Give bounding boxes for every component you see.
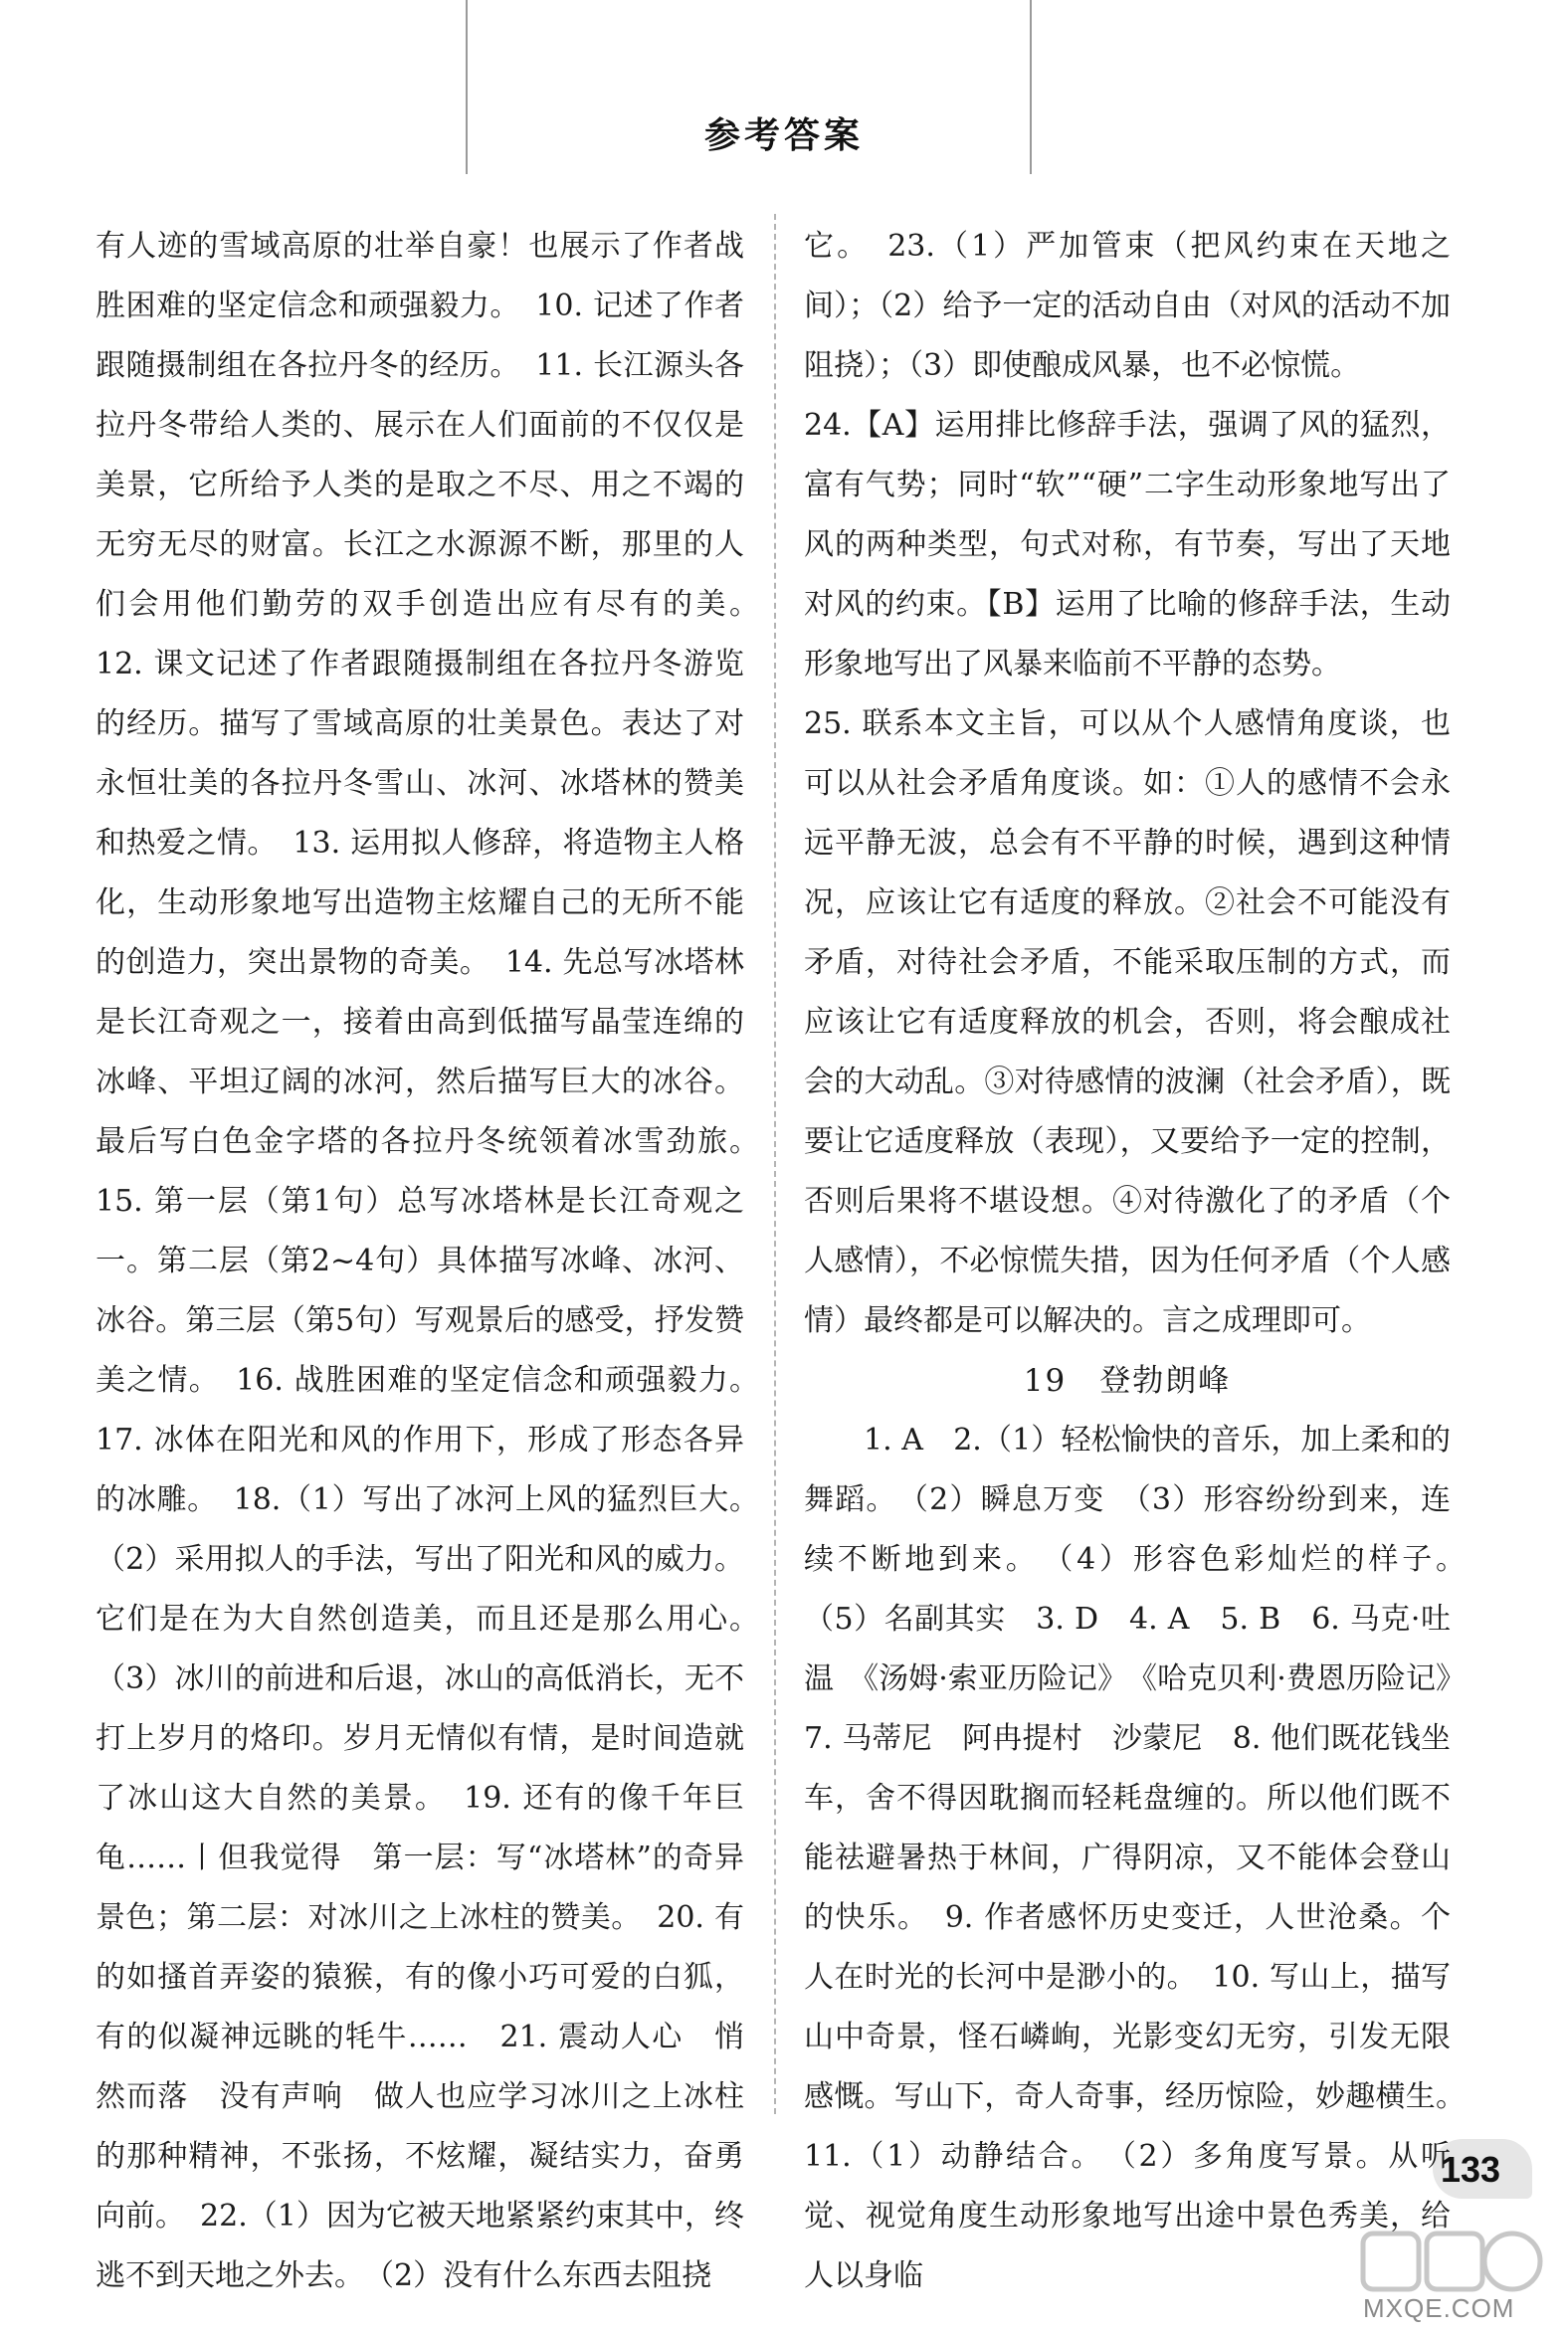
left-column-text: 有人迹的雪域高原的壮举自豪！也展示了作者战胜困难的坚定信念和顽强毅力。 10. 记述了作者跟随摄制组在各拉丹冬的经历。 11. 长江源头各拉丹冬带给人类的、展示在人们面前的不仅仅是美景，它所给予人类的是取之不尽、用之不竭的无穷无尽的财富。长江之水源源不断，那里的人们会用他们勤劳的双手创造出应有尽有的美。 12. 课文记述了作者跟随摄制组在各拉丹冬游览的经历。描写了雪域高原的壮美景色。表达了对永恒壮美的各拉丹冬雪山、冰河、冰塔林的赞美和热爱之情。 13. 运用拟人修辞，将造物主人格化，生动形象地写出造物主炫耀自己的无所不能的创造力，突出景物的奇美。 14. 先总写冰塔林是长江奇观之一，接着由高到低描写晶莹连绵的冰峰、平坦辽阔的冰河，然后描写巨大的冰谷。最后写白色金字塔的各拉丹冬统领着冰雪劲旅。 15. 第一层（第1句）总写冰塔林是长江奇观之一。第二层（第2~4句）具体描写冰峰、冰河、冰谷。第三层（第5句）写观景后的感受，抒发赞美之情。 16. 战胜困难的坚定信念和顽强毅力。 17. 冰体在阳光和风的作用下，形成了形态各异的冰雕。 18.（1）写出了冰河上风的猛烈巨大。 （2）采用拟人的手法，写出了阳光和风的威力。它们是在为大自然创造美，而且还是那么用心。 （3）冰川的前进和后退，冰山的高低消长，无不打上岁月的烙印。岁月无情似有情，是时间造就了冰山这大自然的美景。 19. 还有的像千年巨龟……丨但我觉得 第一层：写“冰塔林”的奇异景色；第二层：对冰川之上冰柱的赞美。 20. 有的如搔首弄姿的猿猴，有的像小巧可爱的白狐，有的似凝神远眺的牦牛…… 21. 震动人心 悄然而落 没有声响 做人也应学习冰川之上冰柱的那种精神，不张扬，不炫耀，凝结实力，奋勇向前。 22.（1）因为它被天地紧紧约束其中，终逃不到天地之外去。 （2）没有什么东西去阻挠 [96, 229, 774, 2293]
answer-23: 它。 23.（1）严加管束（把风约束在天地之间）；（2）给予一定的活动自由（对风的活动不加阻挠）；（3）即使酿成风暴，也不必惊慌。 [804, 229, 1451, 383]
page-title: 参考答案 [703, 114, 864, 156]
column-divider [774, 214, 776, 2114]
section-heading: 19 登勃朗峰 [1023, 1363, 1232, 1399]
section-19-answers: 1. A 2.（1）轻松愉快的音乐，加上柔和的舞蹈。 （2）瞬息万变 （3）形容纷纷到来，连续不断地到来。 （4）形容色彩灿烂的样子。 （5）名副其实 3. D 4. A 5. B 6. 马克·吐温 《汤姆·索亚历险记》 《哈克贝利·费恩历险记》 7. 马蒂尼 阿冉提村 沙蒙尼 8. 他们既花钱坐车，舍不得因耽搁而轻耗盘缠的。所以他们既不能祛避暑热于林间，广得阴凉，又不能体会登山的快乐。 9. 作者感怀历史变迁，人世沧桑。个人在时光的长河中是渺小的。 10. 写山上，描写山中奇景，怪石嶙峋，光影变幻无穷，引发无限感慨。写山下，奇人奇事，经历惊险，妙趣横生。 11.（1）动静结合。 （2）多角度写景。从听觉、视觉角度生动形象地写出途中景色秀美，给人以身临 [804, 1423, 1480, 2293]
answer-24: 24.【A】运用排比修辞手法，强调了风的猛烈，富有气势；同时“软”“硬”二字生动形象地写出了风的两种类型，句式对称，有节奏，写出了天地对风的约束。【B】运用了比喻的修辞手法，生动形象地写出了风暴来临前不平静的态势。 [804, 408, 1451, 681]
left-column [96, 217, 774, 2306]
answer-25: 25. 联系本文主旨，可以从个人感情角度谈，也可以从社会矛盾角度谈。如：①人的感情不会永远平静无波，总会有不平静的时候，遇到这种情况，应该让它有适度的释放。②社会不可能没有矛盾，对待社会矛盾，不能采取压制的方式，而应该让它有适度释放的机会，否则，将会酿成社会的大动乱。③对待感情的波澜（社会矛盾），既要让它适度释放（表现），又要给予一定的控制，否则后果将不堪设想。④对待激化了的矛盾（个人感情），不必惊慌失措，因为任何矛盾（个人感情）最终都是可以解决的。言之成理即可。 [804, 706, 1451, 1338]
page-number: 133 [1441, 2149, 1501, 2190]
watermark-text: MXQE.COM [1363, 2293, 1515, 2323]
